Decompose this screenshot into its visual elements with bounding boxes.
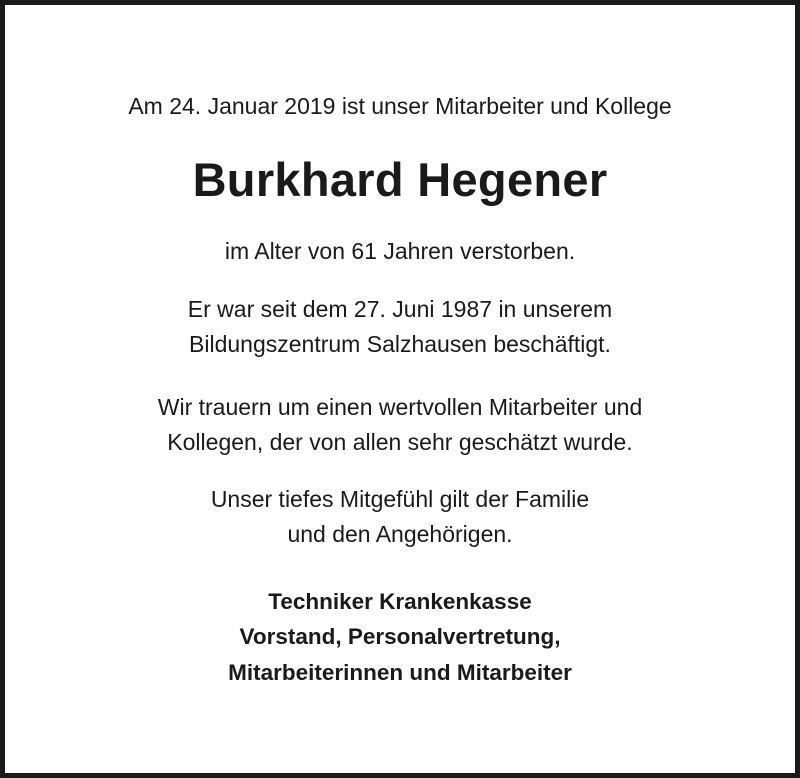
condolence-line-2: und den Angehörigen. bbox=[287, 521, 513, 547]
signature-staff: Mitarbeiterinnen und Mitarbeiter bbox=[228, 660, 572, 685]
intro-text: Am 24. Januar 2019 ist unser Mitarbeiter und Kollege bbox=[128, 93, 672, 119]
employment-line-2: Bildungszentrum Salzhausen beschäftigt. bbox=[189, 331, 611, 357]
mourning-line-1: Wir trauern um einen wertvollen Mitarbeiter und bbox=[157, 394, 643, 420]
signature-company: Techniker Krankenkasse bbox=[268, 589, 532, 614]
condolence-line-1: Unser tiefes Mitgefühl gilt der Familie bbox=[210, 486, 590, 512]
deceased-name: Burkhard Hegener bbox=[192, 153, 608, 206]
age-text: im Alter von 61 Jahren verstorben. bbox=[224, 238, 576, 264]
employment-line-1: Er war seit dem 27. Juni 1987 in unserem bbox=[187, 296, 613, 322]
signature-board: Vorstand, Personalvertretung, bbox=[239, 624, 561, 649]
mourning-line-2: Kollegen, der von allen sehr geschätzt wurde. bbox=[167, 429, 633, 455]
